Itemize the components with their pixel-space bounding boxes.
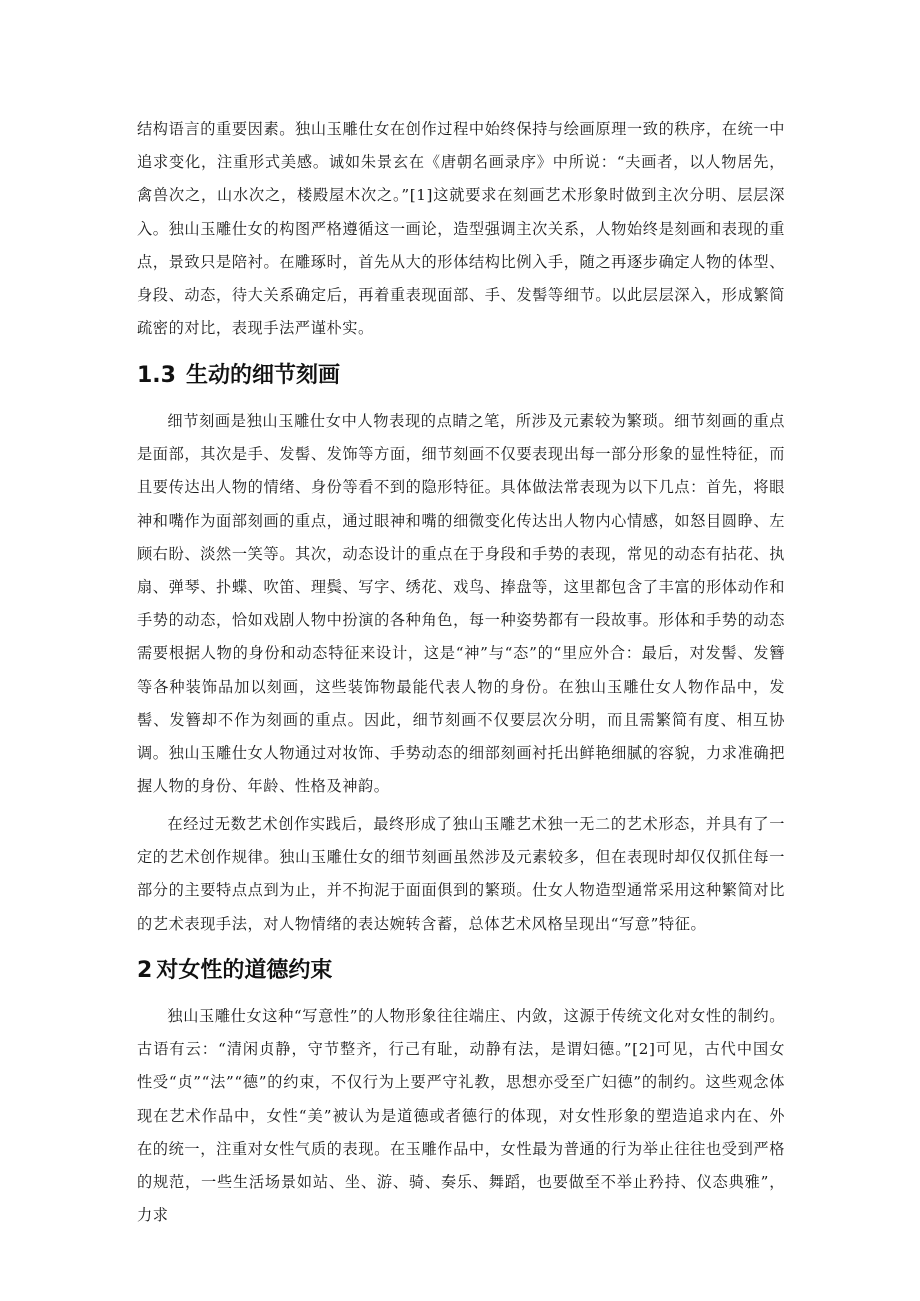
section-title: 对女性的道德约束	[156, 958, 333, 983]
paragraph-composition: 结构语言的重要因素。独山玉雕仕女在创作过程中始终保持与绘画原理一致的秩序，在统一中追求变化，注重形式美感。诚如朱景玄在《唐朝名画录序》中所说：“夫画者，以人物居先，禽兽次之，山水次之，楼殿屋木次之。”[1]这就要求在刻画艺术形象时做到主次分明、层层深入。独山玉雕仕女的构图严格遵循这一画论，造型强调主次关系，人物始终是刻画和表现的重点，景致只是陪衬。在雕琢时，首先从大的形体结构比例入手，随之再逐步确定人物的体型、身段、动态，待大关系确定后，再着重表现面部、手、发髻等细节。以此层层深入，形成繁简疏密的对比，表现手法严谨朴实。	[137, 120, 785, 338]
paragraph-detail-carving: 细节刻画是独山玉雕仕女中人物表现的点睛之笔，所涉及元素较为繁琐。细节刻画的重点是面部，其次是手、发髻、发饰等方面，细节刻画不仅要表现出每一部分形象的显性特征，而且要传达出人物的情绪、身份等看不到的隐形特征。具体做法常表现为以下几点：首先，将眼神和嘴作为面部刻画的重点，通过眼神和嘴的细微变化传达出人物内心情感，如怒目圆睁、左顾右盼、淡然一笑等。其次，动态设计的重点在于身段和手势的表现，常见的动态有拈花、执扇、弹琴、扑蝶、吹笛、理鬓、写字、绣花、戏鸟、捧盘等，这里都包含了丰富的形体动作和手势的动态，恰如戏剧人物中扮演的各种角色，每一种姿势都有一段故事。形体和手势的动态需要根据人物的身份和动态特征来设计，这是“神”与“态”的“里应外合：最后，对发髻、发簪等各种装饰品加以刻画，这些装饰物最能代表人物的身份。在独山玉雕仕女人物作品中，发髻、发簪却不作为刻画的重点。因此，细节刻画不仅要层次分明，而且需繁简有度、相互协调。独山玉雕仕女人物通过对妆饰、手势动态的细部刻画衬托出鲜艳细腻的容貌，力求准确把握人物的身份、年龄、性格及神韵。	[137, 412, 785, 796]
section-heading-2	[137, 956, 332, 986]
section-number: 1.3	[137, 363, 176, 388]
paragraph-artistic-form: 在经过无数艺术创作实践后，最终形成了独山玉雕艺术独一无二的艺术形态，并具有了一定的艺术创作规律。独山玉雕仕女的细节刻画虽然涉及元素较多，但在表现时却仅仅抓住每一部分的主要特点点到为止，并不拘泥于面面俱到的繁琐。仕女人物造型通常采用这种繁简对比的艺术表现手法，对人物情绪的表达婉转含蓄，总体艺术风格呈现出“写意”特征。	[137, 815, 785, 933]
section-heading-1-3	[137, 361, 340, 391]
section-number: 2	[137, 958, 153, 983]
section-title: 生动的细节刻画	[185, 363, 340, 388]
paragraph-moral-constraints: 独山玉雕仕女这种“写意性”的人物形象往往端庄、内敛，这源于传统文化对女性的制约。古语有云：“清闲贞静，守节整齐，行己有耻，动静有法，是谓妇德。”[2]可见，古代中国女性受“贞”“法”“德”的约束，不仅行为上要严守礼教，思想亦受至广妇德”的制约。这些观念体现在艺术作品中，女性“美”被认为是道德或者德行的体现，对女性形象的塑造追求内在、外在的统一，注重对女性气质的表现。在玉雕作品中，女性最为普通的行为举止往往也受到严格的规范，一些生活场景如站、坐、游、骑、奏乐、舞蹈，也要做至不举止矜持、仪态典雅”，力求	[137, 1007, 785, 1225]
